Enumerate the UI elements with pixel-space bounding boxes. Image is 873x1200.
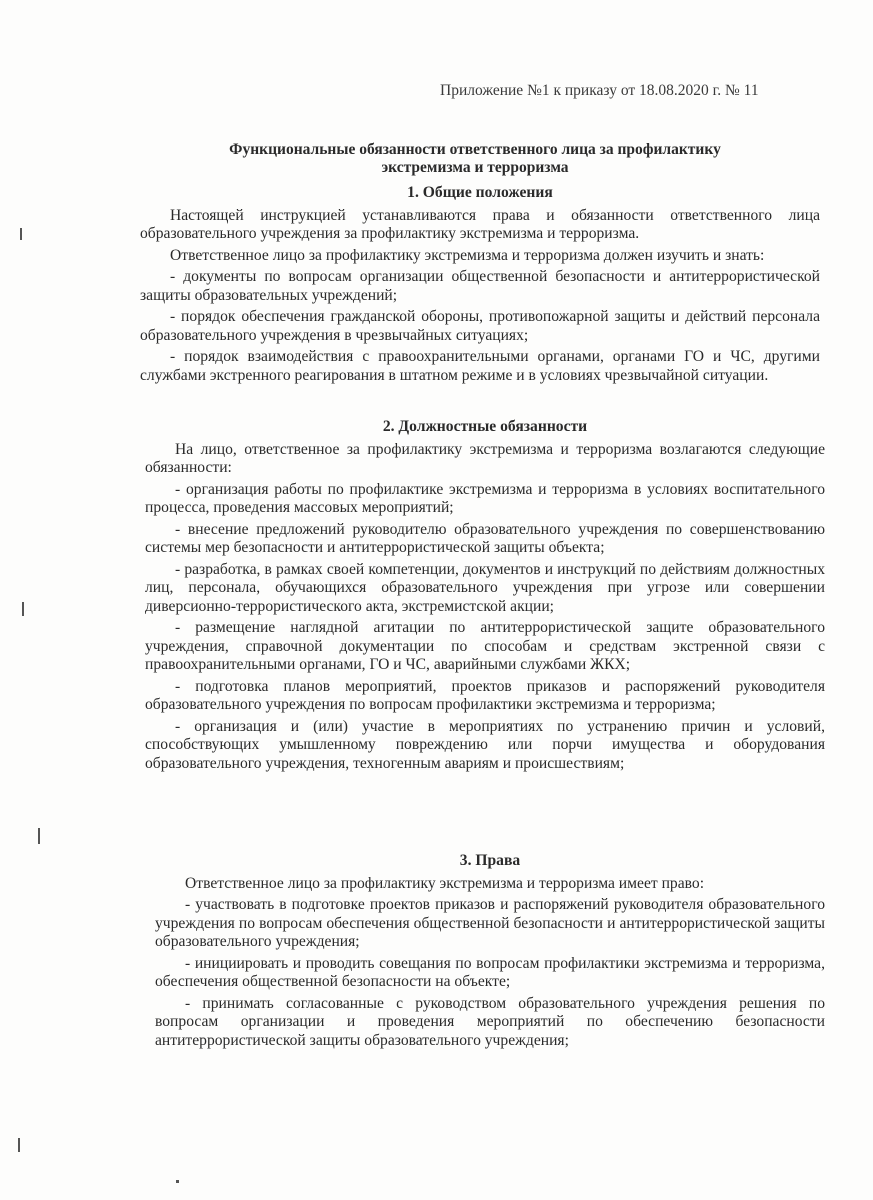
list-item: - порядок взаимодействия с правоохранительными органами, органами ГО и ЧС, другими службами экстренного реагирования в штатном режиме и в условиях чрезвычайной ситуации. [140,348,820,384]
list-item: - размещение наглядной агитации по антитеррористической защите образовательного учреждения, справочной документации по способам и средствам экстренной связи с правоохранительными органами, ГО и ЧС, аварийными службами ЖКХ; [145,619,825,673]
list-item: - организация и (или) участие в мероприятиях по устранению причин и условий, способствующих умышленному повреждению или порчи имущества и оборудования образовательного учреждения, техногенным авариям и происшествиям; [145,717,825,772]
paragraph: Настоящей инструкцией устанавливаются права и обязанности ответственного лица образовательного учреждения за профилактику экстремизма и терроризма. [140,206,820,242]
paragraph: Ответственное лицо за профилактику экстремизма и терроризма должен изучить и знать: [170,246,765,264]
list-item: - инициировать и проводить совещания по вопросам профилактики экстремизма и терроризма, обеспечения общественной безопасности на объекте; [155,954,825,990]
section-duties [145,418,825,776]
list-item: - участвовать в подготовке проектов приказов и распоряжений руководителя образовательного учреждения по вопросам обеспечения общественной безопасности и антитеррористической защиты образовательного учреждения; [155,896,825,950]
list-item: - внесение предложений руководителю образовательного учреждения по совершенствованию системы мер безопасности и антитеррористической защиты объекта; [145,520,825,556]
scan-speck [38,828,40,844]
scan-speck [176,1180,179,1183]
document-title [150,141,800,177]
title-line-2: экстремизма и терроризма [381,159,569,176]
scan-speck [18,1138,20,1152]
list-item: - разработка, в рамках своей компетенции, документов и инструкций по действиям должностных лиц, персонала, обучающихся образовательного учреждения при угрозе или совершении диверсионно-террористического акта, экстремистской акции; [145,560,825,615]
paragraph: На лицо, ответственное за профилактику экстремизма и терроризма возлагаются следующие обязанности: [145,440,825,476]
list-item: - организация работы по профилактике экстремизма и терроризма в условиях воспитательного процесса, проведения массовых мероприятий; [145,480,825,516]
title-line-1: Функциональные обязанности ответственного лица за профилактику [229,141,721,158]
list-item: - документы по вопросам организации общественной безопасности и антитеррористической защиты образовательных учреждений; [140,268,820,304]
section-heading-rights: 3. Права [459,852,521,869]
list-item: - подготовка планов мероприятий, проектов приказов и распоряжений руководителя образовательного учреждения по вопросам профилактики экстремизма и терроризма; [145,677,825,713]
list-item: - порядок обеспечения гражданской обороны, противопожарной защиты и действий персонала образовательного учреждения в чрезвычайных ситуациях; [140,308,820,344]
section-heading-general: 1. Общие положения [407,184,553,201]
scan-speck [22,602,24,616]
list-item: - принимать согласованные с руководством образовательного учреждения решения по вопросам организации и проведения мероприятий по обеспечению безопасности антитеррористической защиты образовательного учреждения; [155,994,825,1049]
order-appendix-note: Приложение №1 к приказу от 18.08.2020 г. № 11 [440,82,759,99]
paragraph: Ответственное лицо за профилактику экстремизма и терроризма имеет право: [185,874,705,892]
scan-speck [20,228,22,240]
section-heading-duties: 2. Должностные обязанности [382,418,588,435]
section-general [140,184,820,388]
section-rights [155,852,825,1053]
